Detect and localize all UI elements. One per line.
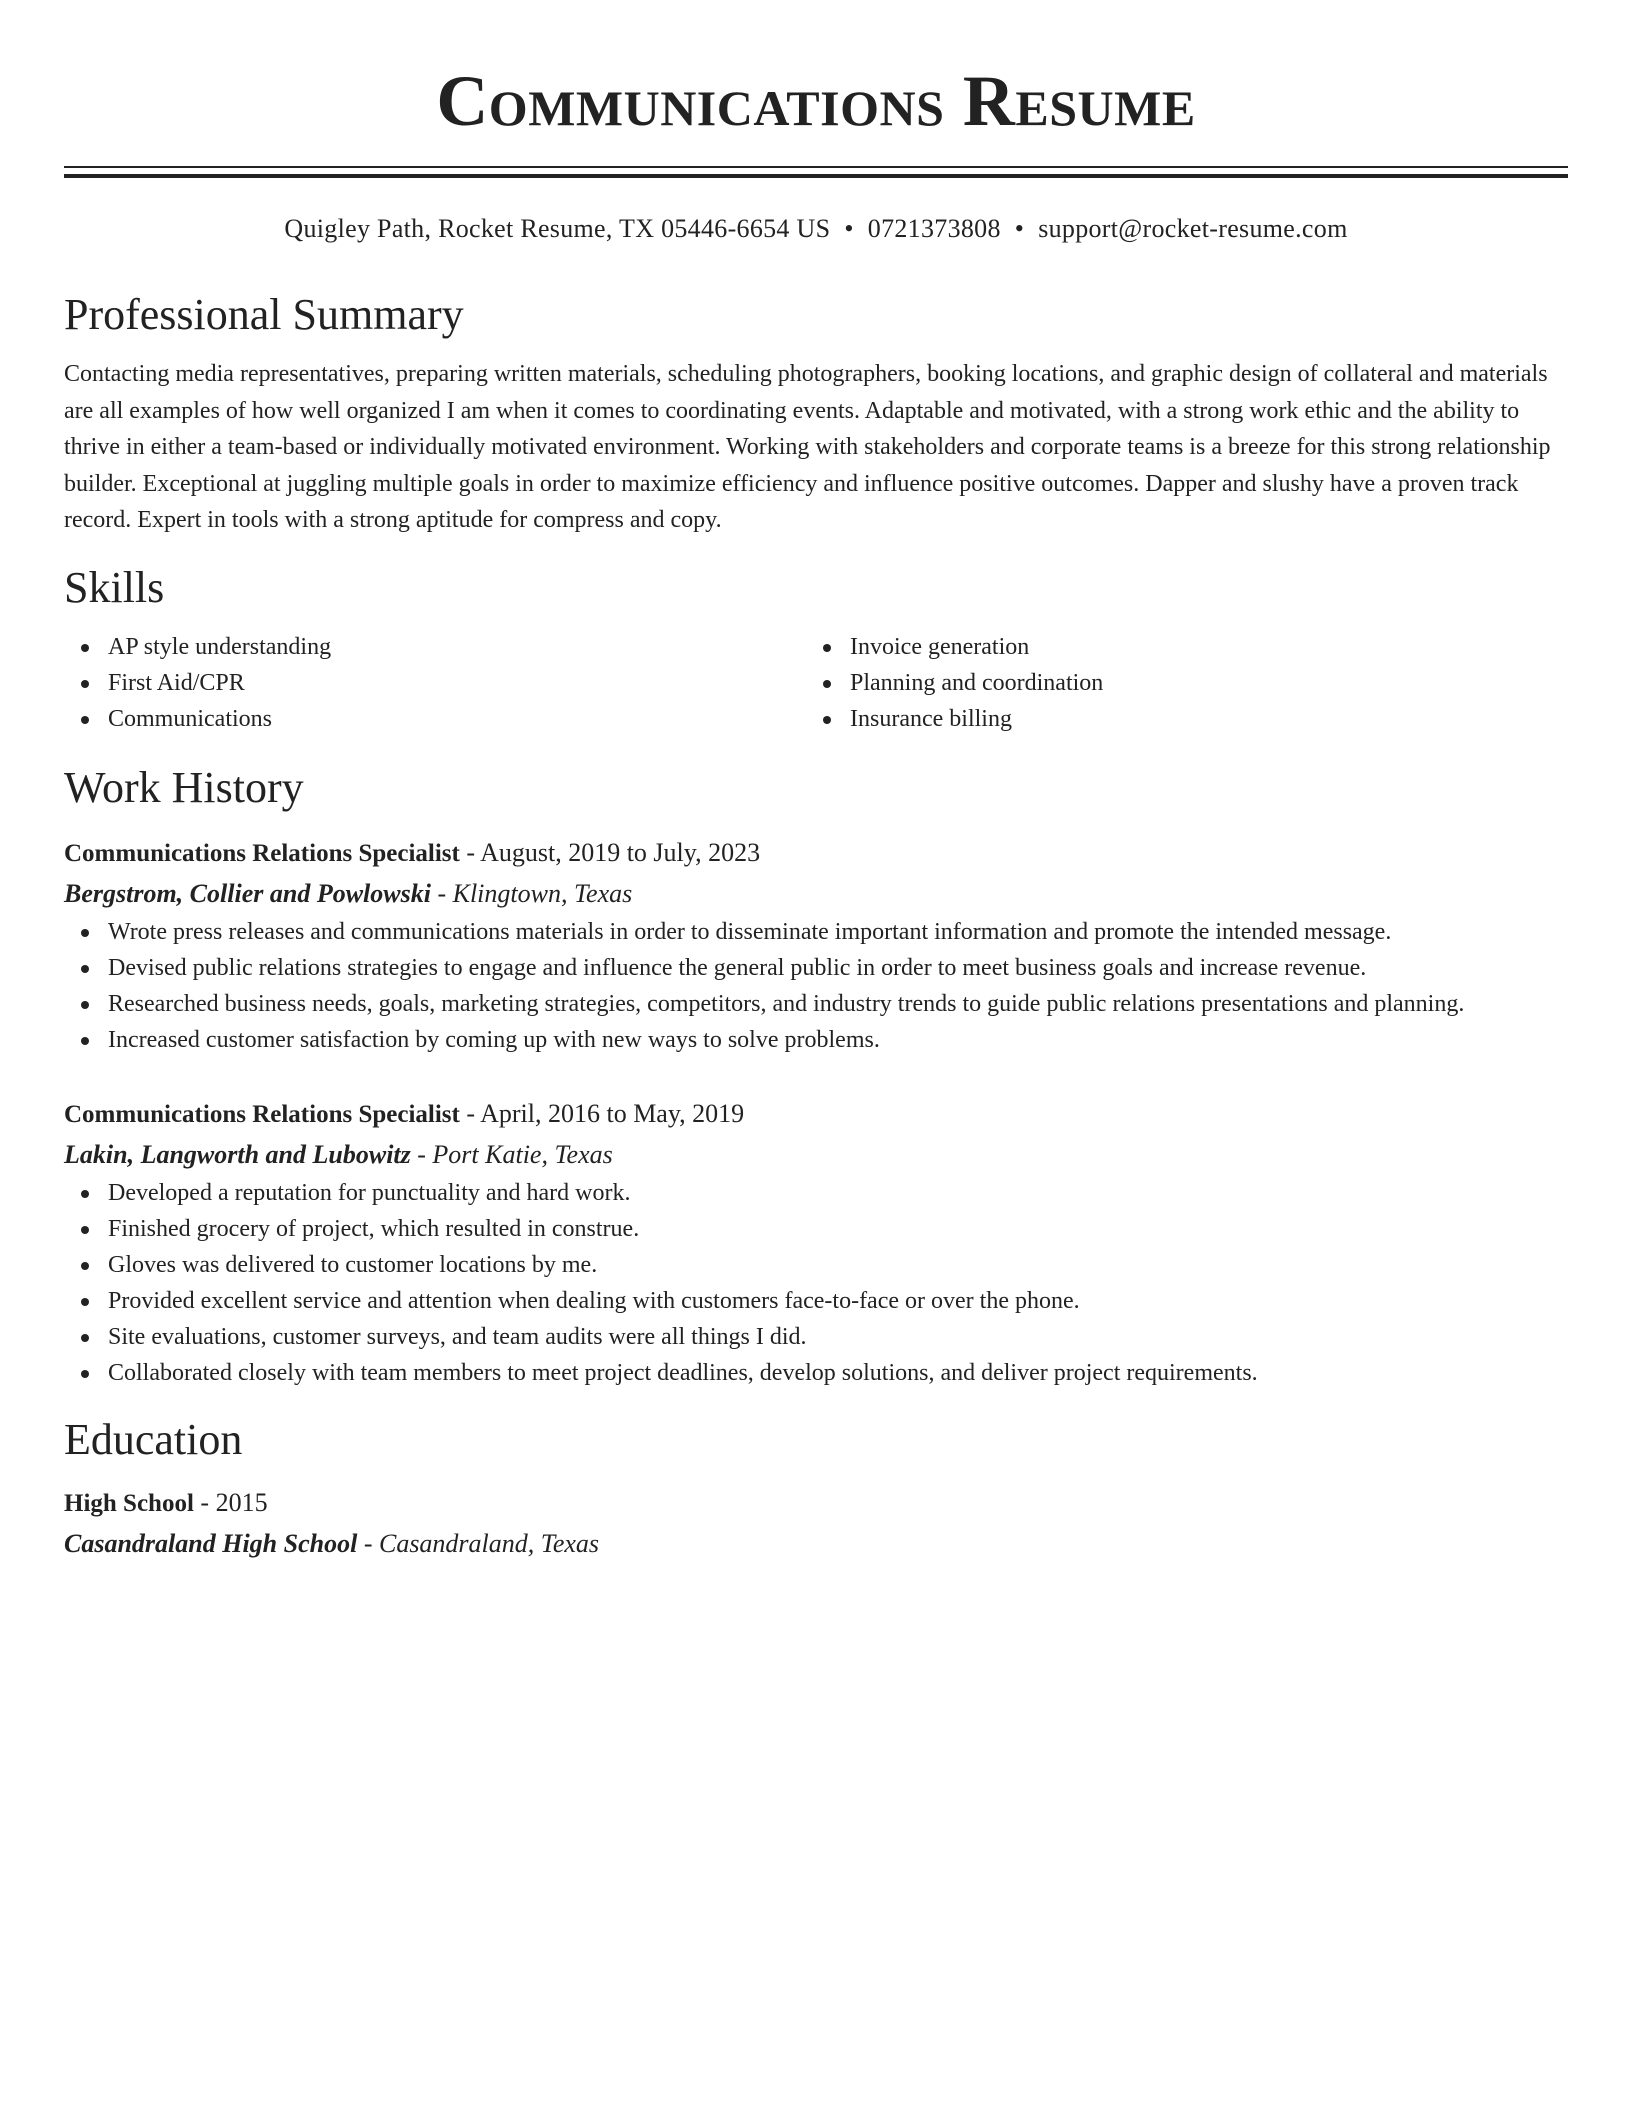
education-school: Casandraland High School	[64, 1528, 358, 1558]
resume-page	[64, 0, 1568, 1564]
job-duties-list	[64, 1175, 1568, 1391]
job-title: Communications Relations Specialist	[64, 1100, 460, 1128]
skill-item: Planning and coordination	[806, 665, 1548, 701]
education-degree-line	[64, 1483, 1568, 1524]
education-year: - 2015	[193, 1487, 268, 1517]
skill-item: Invoice generation	[806, 629, 1548, 665]
contact-line	[64, 212, 1568, 246]
job-title-line	[64, 833, 1568, 874]
job-duty: Collaborated closely with team members to meet project deadlines, develop solutions, and deliver project requirements.	[64, 1355, 1568, 1391]
job-duty: Devised public relations strategies to engage and influence the general public in order to meet business goals and increase revenue.	[64, 950, 1568, 986]
job-company: Bergstrom, Collier and Powlowski	[64, 878, 431, 908]
skill-item: First Aid/CPR	[64, 665, 806, 701]
job-location: - Klingtown, Texas	[430, 878, 633, 908]
job-duty: Finished grocery of project, which resulted in construe.	[64, 1211, 1568, 1247]
skills-heading: Skills	[64, 562, 165, 612]
title-divider-thin	[64, 166, 1568, 168]
contact-email: support@rocket-resume.com	[1038, 214, 1348, 243]
skill-item: Communications	[64, 701, 806, 737]
education-heading: Education	[64, 1414, 243, 1464]
job-duty: Wrote press releases and communications materials in order to disseminate important information and promote the intended message.	[64, 914, 1568, 950]
job-duty: Researched business needs, goals, marketing strategies, competitors, and industry trends to guide public relations presentations and planning.	[64, 986, 1568, 1022]
job-title-line	[64, 1094, 1568, 1135]
education-degree: High School	[64, 1489, 194, 1517]
job-duty: Site evaluations, customer surveys, and team audits were all things I did.	[64, 1319, 1568, 1355]
job-entry	[64, 833, 1568, 1058]
skill-item: Insurance billing	[806, 701, 1548, 737]
skills-column-right	[806, 629, 1548, 737]
job-title: Communications Relations Specialist	[64, 839, 460, 867]
title-divider-thick	[64, 174, 1568, 178]
job-company-line	[64, 1135, 1568, 1175]
job-company-line	[64, 874, 1568, 914]
job-duties-list	[64, 914, 1568, 1058]
education-location: - Casandraland, Texas	[357, 1528, 600, 1558]
job-company: Lakin, Langworth and Lubowitz	[64, 1139, 411, 1169]
resume-title: Communications Resume	[436, 61, 1196, 141]
summary-text: Contacting media representatives, preparing written materials, scheduling photographers, booking locations, and graphic design of collateral and materials are all examples of how well organized I am when it comes to coordinating events. Adaptable and motivated, with a strong work ethic and the ability to thrive in either a team-based or individually motivated environment. Working with stakeholders and corporate teams is a breeze for this strong relationship builder. Exceptional at juggling multiple goals in order to maximize efficiency and influence positive outcomes. Dapper and slushy have a proven track record. Expert in tools with a strong aptitude for compress and copy.	[64, 361, 1551, 534]
summary-heading: Professional Summary	[64, 290, 464, 339]
work-history-heading: Work History	[64, 762, 304, 812]
job-duty: Increased customer satisfaction by coming up with new ways to solve problems.	[64, 1022, 1568, 1058]
skill-item: AP style understanding	[64, 629, 806, 665]
contact-phone: 0721373808	[867, 214, 1001, 243]
job-entry	[64, 1094, 1568, 1391]
job-duty: Gloves was delivered to customer locations by me.	[64, 1247, 1568, 1283]
contact-separator: •	[1014, 214, 1025, 243]
job-duty: Provided excellent service and attention when dealing with customers face-to-face or over the phone.	[64, 1283, 1568, 1319]
skills-column-left	[64, 629, 806, 737]
job-duty: Developed a reputation for punctuality and hard work.	[64, 1175, 1568, 1211]
job-dates: - August, 2019 to July, 2023	[459, 837, 761, 867]
skills-list	[64, 629, 1568, 737]
contact-separator: •	[844, 214, 854, 243]
education-school-line	[64, 1524, 1568, 1564]
job-location: - Port Katie, Texas	[410, 1139, 613, 1169]
job-dates: - April, 2016 to May, 2019	[459, 1098, 745, 1128]
contact-address: Quigley Path, Rocket Resume, TX 05446-6654 US	[284, 214, 831, 243]
